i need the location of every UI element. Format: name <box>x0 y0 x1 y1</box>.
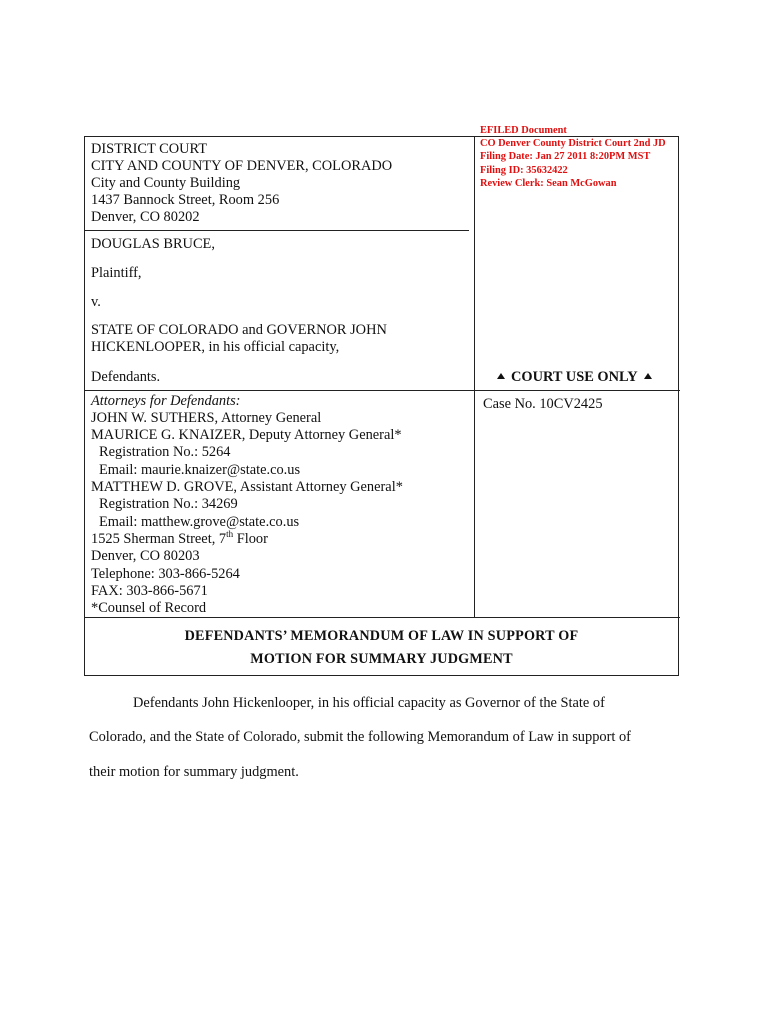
grove-registration: Registration No.: 34269 <box>99 496 238 512</box>
document-title-line2: MOTION FOR SUMMARY JUDGMENT <box>250 651 513 667</box>
efiled-stamp-clerk: Review Clerk: Sean McGowan <box>480 177 617 189</box>
counsel-of-record-note: *Counsel of Record <box>91 600 207 616</box>
caption-vertical-divider <box>474 137 475 617</box>
body-paragraph-line3: their motion for summary judgment. <box>89 764 299 780</box>
telephone: Telephone: 303-866-5264 <box>91 566 240 582</box>
court-use-only <box>497 369 652 386</box>
triangle-up-icon <box>497 373 505 379</box>
office-address-floor: Floor <box>233 531 268 547</box>
body-paragraph-line1: Defendants John Hickenlooper, in his official capacity as Governor of the State of <box>133 695 605 711</box>
defendants-label: Defendants. <box>91 369 161 385</box>
office-address-street: 1525 Sherman Street, 7 <box>91 531 227 547</box>
efiled-stamp-filing-id: Filing ID: 35632422 <box>480 164 568 176</box>
attorney-grove: MATTHEW D. GROVE, Assistant Attorney General* <box>91 479 403 495</box>
body-paragraph-line2: Colorado, and the State of Colorado, submit the following Memorandum of Law in support of <box>89 729 631 745</box>
defendants-names-line2: HICKENLOOPER, in his official capacity, <box>91 339 340 355</box>
attorney-block-divider <box>85 617 680 618</box>
case-caption-box <box>84 136 679 676</box>
plaintiff-name: DOUGLAS BRUCE, <box>91 236 215 252</box>
court-city: CITY AND COUNTY OF DENVER, COLORADO <box>91 158 393 174</box>
knaizer-registration: Registration No.: 5264 <box>99 444 231 460</box>
attorney-general: JOHN W. SUTHERS, Attorney General <box>91 410 322 426</box>
efiled-stamp-title: EFILED Document <box>480 125 567 136</box>
grove-email: Email: matthew.grove@state.co.us <box>99 514 300 530</box>
office-address <box>91 531 268 548</box>
efiled-stamp-court: CO Denver County District Court 2nd JD <box>480 138 666 150</box>
court-use-only-label: COURT USE ONLY <box>511 369 638 385</box>
defendants-names-line1: STATE OF COLORADO and GOVERNOR JOHN <box>91 322 387 338</box>
court-street: 1437 Bannock Street, Room 256 <box>91 192 280 208</box>
parties-block-divider <box>85 390 680 391</box>
court-block-divider <box>85 230 469 231</box>
case-number: Case No. 10CV2425 <box>483 396 603 412</box>
attorneys-heading: Attorneys for Defendants: <box>91 393 241 409</box>
document-title-line1: DEFENDANTS’ MEMORANDUM OF LAW IN SUPPORT OF <box>184 628 579 644</box>
knaizer-email: Email: maurie.knaizer@state.co.us <box>99 462 301 478</box>
court-name: DISTRICT COURT <box>91 141 208 157</box>
court-city-zip: Denver, CO 80202 <box>91 209 200 225</box>
attorney-knaizer: MAURICE G. KNAIZER, Deputy Attorney General* <box>91 427 402 443</box>
office-address-ordinal: th <box>226 529 234 539</box>
court-building: City and County Building <box>91 175 241 191</box>
versus: v. <box>91 294 101 310</box>
fax: FAX: 303-866-5671 <box>91 583 208 599</box>
efiled-stamp-date: Filing Date: Jan 27 2011 8:20PM MST <box>480 151 651 163</box>
office-city-zip: Denver, CO 80203 <box>91 548 200 564</box>
triangle-up-icon <box>644 373 652 379</box>
plaintiff-label: Plaintiff, <box>91 265 142 281</box>
